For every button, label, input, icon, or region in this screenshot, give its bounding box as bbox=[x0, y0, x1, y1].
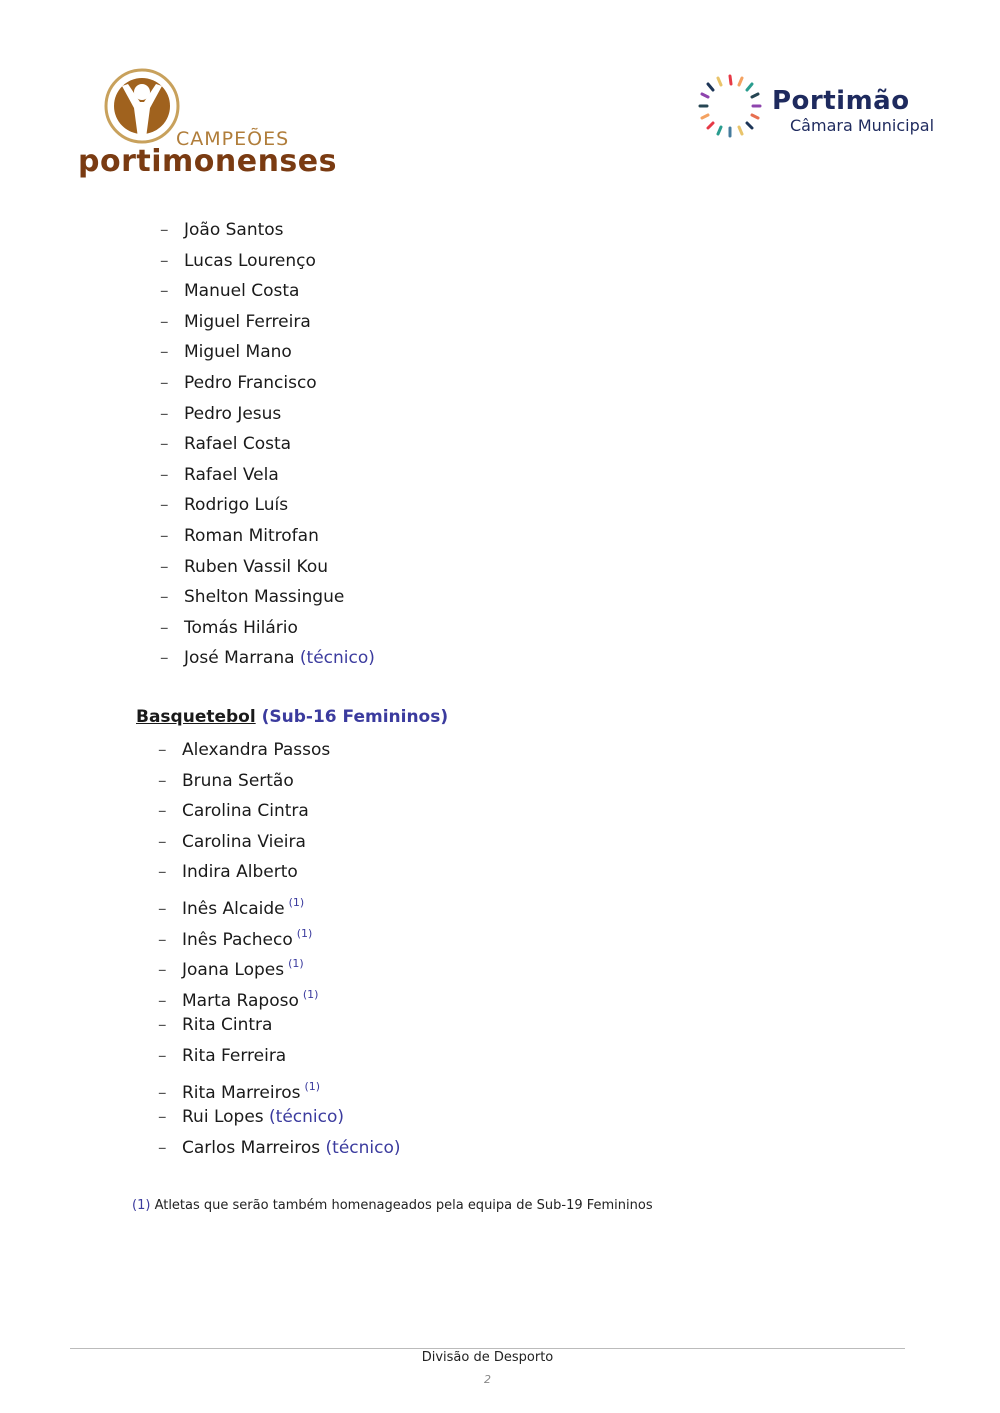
list-item: – Rita Cintra bbox=[158, 1015, 273, 1036]
footnote bbox=[132, 1198, 653, 1213]
athlete-list-2 bbox=[158, 735, 401, 1163]
athlete-list-1 bbox=[160, 215, 375, 674]
athlete-name: Alexandra Passos bbox=[182, 740, 331, 760]
footnote-marker: (1) bbox=[288, 895, 305, 909]
athlete-name: Miguel Ferreira bbox=[184, 311, 311, 332]
list-item: – Joana Lopes $^{(1)}$ bbox=[158, 957, 304, 981]
athlete-name: Tomás Hilário bbox=[184, 617, 298, 638]
list-item: – Roman Mitrofan bbox=[160, 525, 319, 546]
portimao-camara-logo bbox=[690, 70, 950, 150]
list-item: – Bruna Sertão bbox=[158, 770, 294, 791]
athlete-name: Carolina Cintra bbox=[182, 801, 309, 822]
list-item: – Rita Marreiros $^{(1)}$ bbox=[158, 1079, 321, 1103]
footer-division: Divisão de Desporto bbox=[421, 1350, 554, 1365]
list-item: – Inês Alcaide $^{(1)}$ bbox=[158, 895, 305, 919]
list-item: – José Marrana (técnico) bbox=[160, 648, 375, 669]
team-category: (Sub-16 Femininos) bbox=[261, 707, 449, 727]
list-item: – Lucas Lourenço bbox=[160, 250, 316, 271]
coach-role: (técnico) bbox=[325, 1137, 401, 1158]
list-item: – Rodrigo Luís bbox=[160, 495, 289, 516]
logo-camara-subtitle: Câmara Municipal bbox=[790, 116, 935, 135]
list-item: – Carlos Marreiros (técnico) bbox=[158, 1137, 401, 1158]
list-item: – Miguel Ferreira bbox=[160, 311, 311, 332]
list-item: – Manuel Costa bbox=[160, 281, 300, 302]
list-item: – João Santos bbox=[160, 220, 284, 240]
athlete-name: Inês Alcaide bbox=[182, 898, 285, 919]
footnote-marker: (1) bbox=[302, 987, 319, 1001]
footnote-marker: (1) bbox=[296, 926, 313, 940]
list-item: – Marta Raposo $^{(1)}$ bbox=[158, 987, 319, 1011]
athlete-name: Pedro Francisco bbox=[184, 372, 317, 393]
coach-role: (técnico) bbox=[299, 648, 375, 669]
athlete-name: Marta Raposo bbox=[182, 990, 299, 1011]
athlete-name: Ruben Vassil Kou bbox=[184, 556, 329, 577]
coach-name: José Marrana bbox=[184, 648, 295, 669]
list-item: – Rafael Vela bbox=[160, 464, 279, 485]
coach-role: (técnico) bbox=[269, 1107, 345, 1128]
athlete-name: Indira Alberto bbox=[182, 862, 298, 883]
list-item: – Rafael Costa bbox=[160, 434, 292, 455]
athlete-name: Lucas Lourenço bbox=[184, 250, 316, 271]
list-item: – Indira Alberto bbox=[158, 862, 298, 883]
list-item: – Ruben Vassil Kou bbox=[160, 556, 329, 577]
athlete-name: Inês Pacheco bbox=[182, 929, 293, 950]
page-number: 2 bbox=[484, 1373, 491, 1386]
logo-portimao-name: Portimão bbox=[772, 86, 910, 116]
list-item: – Carolina Cintra bbox=[158, 801, 309, 822]
list-item: – Alexandra Passos bbox=[158, 740, 331, 760]
list-item: – Miguel Mano bbox=[160, 342, 292, 363]
athlete-name: Manuel Costa bbox=[184, 281, 300, 302]
athlete-name: Rafael Costa bbox=[184, 434, 292, 455]
footnote-text: Atletas que serão também homenageados pela equipa de Sub-19 Femininos bbox=[154, 1198, 653, 1213]
list-item: – Rita Ferreira bbox=[158, 1045, 287, 1066]
coach-name: Carlos Marreiros bbox=[182, 1137, 321, 1158]
campeoes-portimonenses-logo bbox=[78, 66, 337, 181]
athlete-name: Shelton Massingue bbox=[184, 587, 345, 608]
footnote-mark: (1) bbox=[132, 1198, 151, 1213]
list-item: – Inês Pacheco $^{(1)}$ bbox=[158, 926, 313, 950]
list-item: – Tomás Hilário bbox=[160, 617, 298, 638]
list-item: – Pedro Francisco bbox=[160, 372, 317, 393]
logo-line-portimonenses: portimonenses bbox=[78, 144, 337, 179]
athlete-name: Rita Marreiros bbox=[182, 1082, 301, 1103]
athlete-name: Carolina Vieira bbox=[182, 831, 306, 852]
list-item: – Carolina Vieira bbox=[158, 831, 306, 852]
athlete-name: João Santos bbox=[184, 220, 284, 240]
athlete-name: Miguel Mano bbox=[184, 342, 292, 363]
list-item: – Shelton Massingue bbox=[160, 587, 345, 608]
athlete-name: Bruna Sertão bbox=[182, 770, 294, 791]
sport-name: Basquetebol bbox=[136, 707, 256, 727]
athlete-name: Joana Lopes bbox=[182, 960, 285, 981]
section-heading bbox=[136, 707, 448, 727]
list-item: – Pedro Jesus bbox=[160, 403, 282, 424]
footnote-marker: (1) bbox=[304, 1079, 321, 1093]
athlete-name: Rodrigo Luís bbox=[184, 495, 289, 516]
athlete-name: Rita Ferreira bbox=[182, 1045, 287, 1066]
athlete-name: Pedro Jesus bbox=[184, 403, 282, 424]
list-item: – Rui Lopes (técnico) bbox=[158, 1107, 345, 1128]
athlete-name: Roman Mitrofan bbox=[184, 525, 319, 546]
dotted-circle-emblem-icon bbox=[690, 70, 770, 150]
logo-line-campeoes: CAMPEÕES bbox=[176, 128, 290, 150]
athlete-name: Rafael Vela bbox=[184, 464, 279, 485]
footnote-marker: (1) bbox=[288, 957, 304, 971]
footer-divider bbox=[70, 1348, 905, 1349]
athlete-name: Rita Cintra bbox=[182, 1015, 273, 1036]
coach-name: Rui Lopes bbox=[182, 1107, 264, 1128]
